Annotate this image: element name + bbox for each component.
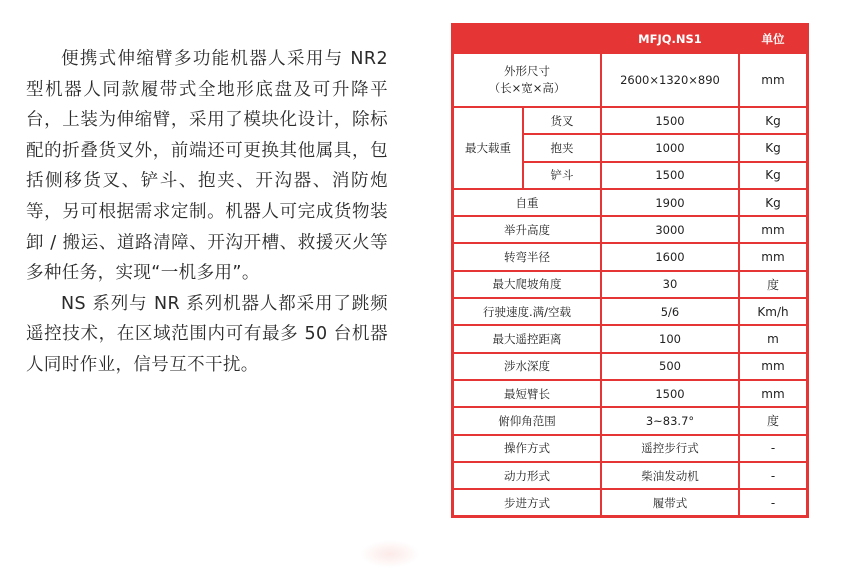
row-label: 俯仰角范围 [453, 407, 601, 434]
row-unit: 度 [739, 271, 807, 298]
row-label: 转弯半径 [453, 243, 601, 270]
decorative-glow [360, 540, 420, 568]
table-row [453, 435, 807, 462]
row-label: 自重 [453, 189, 601, 216]
row-value: 1900 [601, 189, 739, 216]
row-unit: mm [739, 243, 807, 270]
table-row [453, 380, 807, 407]
max-load-label: 最大载重 [453, 107, 523, 189]
row-unit: - [739, 489, 807, 516]
row-label: 举升高度 [453, 216, 601, 243]
row-label [453, 53, 601, 107]
description-text [26, 44, 388, 381]
row-unit: Kg [739, 107, 807, 134]
row-value: 5/6 [601, 298, 739, 325]
row-unit: - [739, 462, 807, 489]
unit-header: 单位 [739, 25, 807, 53]
row-label: 抱夹 [523, 134, 601, 161]
model-header: MFJQ.NS1 [601, 25, 739, 53]
row-unit: Km/h [739, 298, 807, 325]
row-label: 操作方式 [453, 435, 601, 462]
row-label: 货叉 [523, 107, 601, 134]
row-value: 1600 [601, 243, 739, 270]
table-row [453, 271, 807, 298]
row-unit: mm [739, 53, 807, 107]
table-row [453, 189, 807, 216]
row-value: 遥控步行式 [601, 435, 739, 462]
table-row [453, 298, 807, 325]
row-label: 最短臂长 [453, 380, 601, 407]
row-value: 1500 [601, 107, 739, 134]
row-value: 500 [601, 353, 739, 380]
row-unit: mm [739, 216, 807, 243]
row-unit: Kg [739, 162, 807, 189]
row-value: 柴油发动机 [601, 462, 739, 489]
row-value: 1000 [601, 134, 739, 161]
row-unit: mm [739, 380, 807, 407]
row-value: 30 [601, 271, 739, 298]
table-row [453, 53, 807, 107]
table-row [453, 489, 807, 516]
row-unit: Kg [739, 134, 807, 161]
row-value: 3000 [601, 216, 739, 243]
table-header-row [453, 25, 807, 53]
row-label: 行驶速度.满/空载 [453, 298, 601, 325]
row-label: 最大爬坡角度 [453, 271, 601, 298]
row-label: 铲斗 [523, 162, 601, 189]
row-value: 100 [601, 325, 739, 352]
dimensions-sublabel: （长×宽×高） [488, 81, 566, 95]
row-label: 动力形式 [453, 462, 601, 489]
row-value: 履带式 [601, 489, 739, 516]
row-value: 1500 [601, 380, 739, 407]
dimensions-label: 外形尺寸 [504, 64, 550, 78]
table-row [453, 325, 807, 352]
row-label: 步进方式 [453, 489, 601, 516]
spec-table [451, 23, 809, 518]
row-label: 最大遥控距离 [453, 325, 601, 352]
row-unit: mm [739, 353, 807, 380]
row-value: 1500 [601, 162, 739, 189]
row-unit: - [739, 435, 807, 462]
table-row [453, 243, 807, 270]
row-unit: 度 [739, 407, 807, 434]
table-row [453, 407, 807, 434]
paragraph-1: 便携式伸缩臂多功能机器人采用与 NR2 型机器人同款履带式全地形底盘及可升降平台，上装为伸缩臂，采用了模块化设计，除标配的折叠货叉外，前端还可更换其他属具，包括侧移货叉、铲斗、抱夹、开沟器、消防炮等，另可根据需求定制。机器人可完成货物装卸 / 搬运、道路清障、开沟开槽、救援灭火等多种任务，实现“一机多用”。 [26, 49, 388, 284]
row-label: 涉水深度 [453, 353, 601, 380]
paragraph-2: NS 系列与 NR 系列机器人都采用了跳频遥控技术，在区域范围内可有最多 50 台机器人同时作业，信号互不干扰。 [26, 293, 388, 375]
table-row [453, 462, 807, 489]
row-value: 2600×1320×890 [601, 53, 739, 107]
table-row [453, 353, 807, 380]
table-row [453, 107, 807, 134]
row-unit: Kg [739, 189, 807, 216]
table-row [453, 216, 807, 243]
row-unit: m [739, 325, 807, 352]
row-value: 3~83.7° [601, 407, 739, 434]
